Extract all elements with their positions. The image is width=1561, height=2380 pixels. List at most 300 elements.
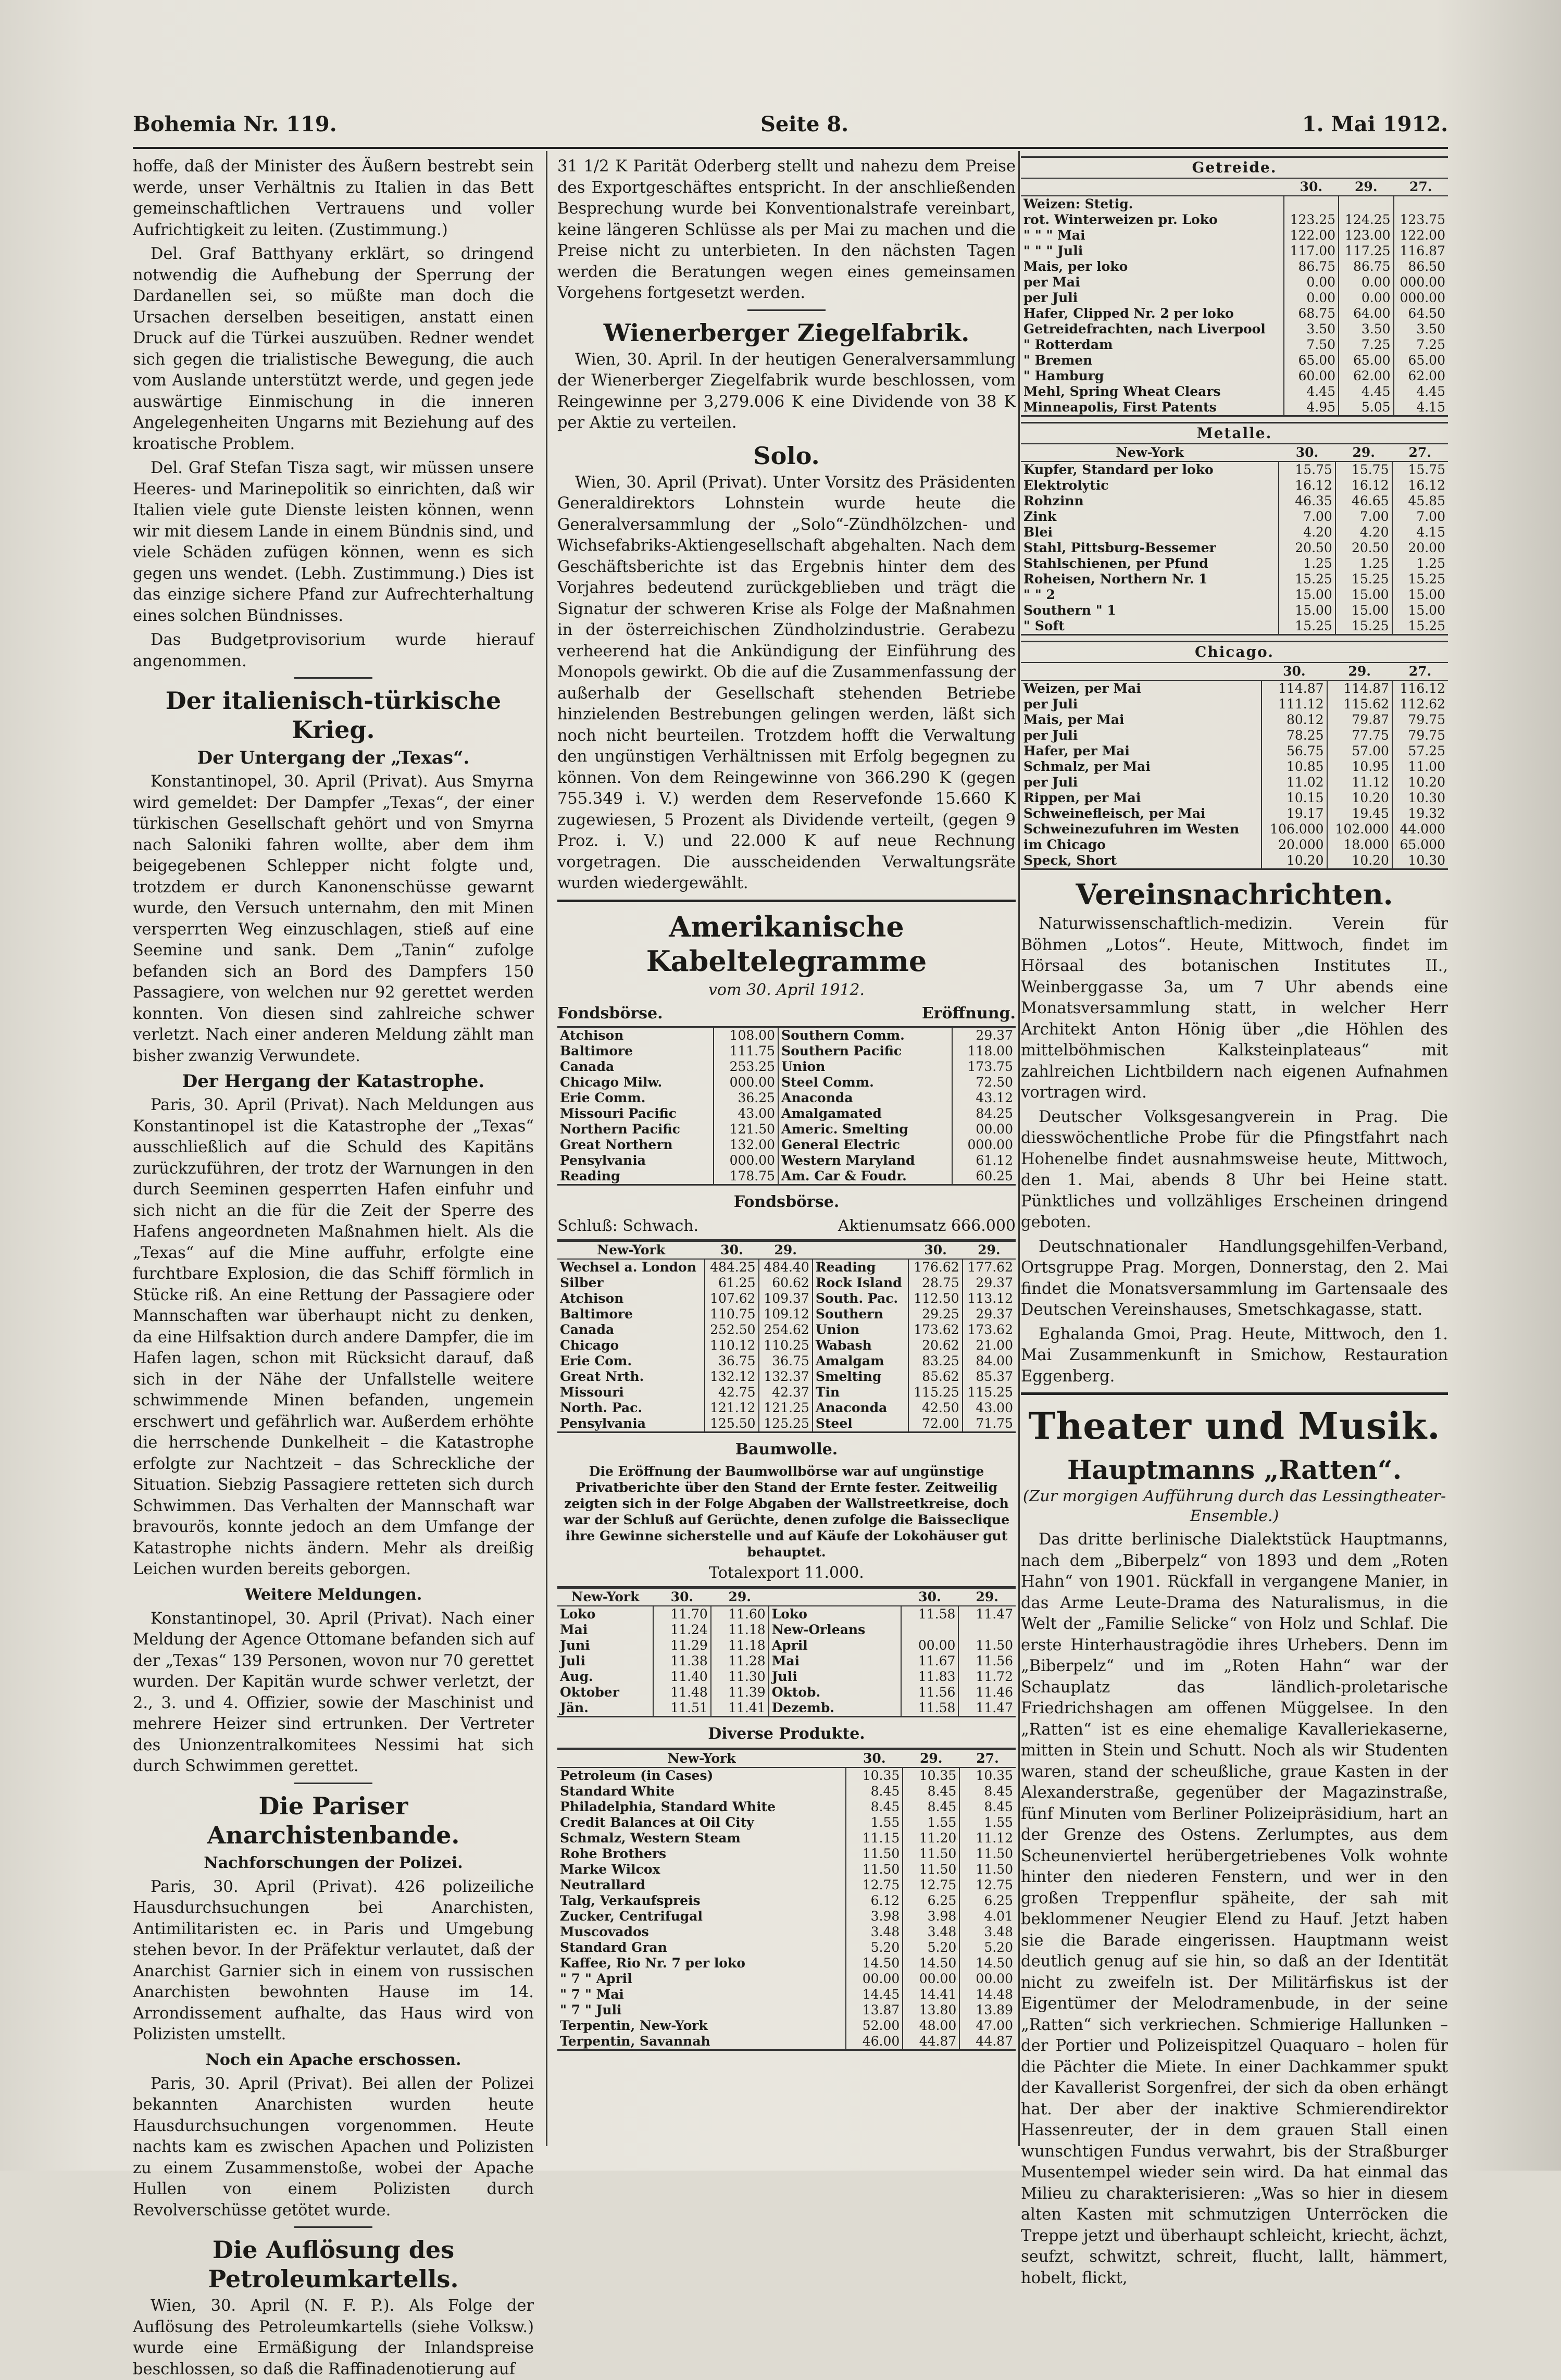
diverse-table	[557, 1749, 1016, 2049]
table-cell: Canada	[560, 1322, 615, 1337]
table-row	[557, 1784, 1016, 1799]
table-cell: Schweinefleisch, per Mai	[1023, 806, 1206, 821]
table-cell: Aug.	[560, 1668, 593, 1684]
table-cell: 15.00	[1392, 603, 1448, 618]
table-header-cell: 29.	[1327, 663, 1392, 680]
table-cell: Tin	[813, 1385, 909, 1400]
table-cell: 64.50	[1394, 306, 1448, 321]
table-cell: 61.25	[705, 1275, 758, 1291]
table-header-cell: 30.	[1279, 444, 1335, 462]
table-cell: Terpentin, Savannah	[560, 2033, 710, 2049]
table-cell: Loko	[769, 1606, 901, 1622]
verein-paragraph: Deutschnationaler Handlungsgehilfen-Verband, Ortsgruppe Prag. Morgen, Donnerstag, den 2. Mai findet die Monatsversammlung im Gartensaale des Deutschen Vereinshauses, Smetschkagasse, statt.	[1021, 1237, 1448, 1319]
table-cell: per Juli	[1023, 728, 1078, 743]
table-cell: 29.37	[963, 1275, 1016, 1291]
getreide-box	[1021, 156, 1448, 417]
table-cell: Silber	[560, 1275, 604, 1290]
table-cell: General Electric	[778, 1137, 952, 1153]
table-row	[1021, 775, 1448, 790]
table-row	[557, 1153, 1016, 1168]
table-cell: Stahl, Pittsburg-Bessemer	[1023, 540, 1216, 555]
headline-ziegel: Wienerberger Ziegelfabrik.	[603, 318, 970, 347]
table-cell: 11.48	[653, 1685, 711, 1700]
table-cell: 80.12	[1262, 712, 1327, 728]
table-cell: 173.75	[952, 1059, 1016, 1075]
table-cell: 177.62	[963, 1259, 1016, 1275]
table-cell: " Rotterdam	[1023, 337, 1113, 352]
table-header-cell: 29.	[963, 1241, 1016, 1259]
table-cell: 84.25	[952, 1106, 1016, 1122]
table-cell: 3.48	[846, 1924, 903, 1940]
table-cell: 00.00	[903, 1971, 959, 1987]
cotton-table-box	[557, 1586, 1016, 1717]
table-cell: Mai	[560, 1622, 588, 1637]
table-cell: Steel	[813, 1416, 909, 1431]
table-cell: 86.75	[1339, 259, 1393, 275]
table-cell: 11.39	[711, 1685, 769, 1700]
table-row	[1021, 853, 1448, 868]
table-cell: 1.25	[1335, 556, 1392, 571]
table-header-row	[557, 1241, 1016, 1259]
getreide-table	[1021, 158, 1448, 415]
table-cell: 4.45	[1284, 384, 1339, 400]
table-cell: 11.50	[959, 1846, 1016, 1862]
table-cell: 111.12	[1262, 696, 1327, 712]
subhead-weitere: Weitere Meldungen.	[244, 1585, 422, 1604]
table-cell: " Soft	[1023, 618, 1065, 633]
table-cell: Juni	[560, 1637, 590, 1653]
table-cell: 19.17	[1262, 806, 1327, 821]
table-row	[1021, 603, 1448, 618]
table-cell: 113.12	[963, 1291, 1016, 1306]
table-cell: 16.12	[1392, 478, 1448, 493]
table-cell: 5.20	[959, 1940, 1016, 1955]
table-header-cell: 29.	[958, 1588, 1016, 1606]
table-cell: Oktob.	[769, 1685, 901, 1700]
table-cell: Mais, per Mai	[1023, 712, 1125, 727]
table-row	[1021, 196, 1448, 212]
table-cell: 14.50	[959, 1955, 1016, 1971]
table-cell: 48.00	[903, 2018, 959, 2034]
table-header-row	[1021, 444, 1448, 462]
table-cell: 00.00	[959, 1971, 1016, 1987]
table-cell: 11.67	[901, 1653, 959, 1669]
page-header	[133, 112, 1448, 143]
table-row	[1021, 478, 1448, 493]
table-cell: 14.41	[903, 1987, 959, 2002]
table-cell: Reading	[813, 1259, 909, 1275]
table-cell: im Chicago	[1023, 837, 1106, 852]
table-cell: Wechsel a. London	[560, 1259, 696, 1275]
table-row	[557, 1043, 1016, 1059]
table-cell: 8.45	[903, 1799, 959, 1815]
table-row	[1021, 571, 1448, 587]
table-cell: " 7 " Juli	[560, 2002, 622, 2017]
table-cell: 106.000	[1262, 821, 1327, 837]
table-row	[1021, 525, 1448, 540]
intro-paragraph: hoffe, daß der Minister des Äußern bestrebt sein werde, unser Verhältnis zu Italien in das Bett gemeinschaftlichen Vertrauens und voller Aufrichtigkeit zu leiten. (Zustimmung.)	[133, 157, 534, 239]
table-header-row	[1021, 663, 1448, 680]
chicago-head: Chicago.	[1195, 643, 1274, 661]
table-row	[557, 1893, 1016, 1909]
table-row	[557, 1275, 1016, 1291]
column-1	[133, 156, 534, 2378]
table-cell: 86.75	[1284, 259, 1339, 275]
table-cell: 78.25	[1262, 728, 1327, 743]
table-cell: " Bremen	[1023, 353, 1093, 368]
table-row	[1021, 493, 1448, 509]
table-header-cell	[813, 1241, 909, 1259]
table-cell: 20.50	[1279, 540, 1335, 556]
table-cell: " Hamburg	[1023, 368, 1104, 383]
table-cell: 8.45	[903, 1784, 959, 1799]
table-cell: 7.00	[1335, 509, 1392, 525]
intro-paragraph: Del. Graf Batthyany erklärt, so dringend notwendig die Aufhebung der Sperrung der Dardanellen sei, so müßte man doch die Ursachen derselben beseitigen, anstatt einen Druck auf die Türkei auszuüben. Redner wendet sich gegen die trialistische Bewegung, die auch vom Auslande unterstützt werde, und gegen jede auswärtige Einmischung in die inneren Angelegenheiten Ungarns mit Beziehung auf des kroatische Problem.	[133, 245, 534, 453]
table-cell: 121.12	[705, 1400, 758, 1416]
table-cell: 10.35	[903, 1767, 959, 1784]
table-header-cell: 27.	[1392, 663, 1448, 680]
table-cell: 11.28	[711, 1653, 769, 1669]
table-cell: 36.75	[759, 1353, 813, 1369]
table-row	[1021, 743, 1448, 759]
baumwolle-text: Die Eröffnung der Baumwollbörse war auf ungünstige Privatberichte über den Stand der Ernte fester. Zeitweilig zeigten sich in der Folge Abgaben der Wallstreetkreise, doch war der Schluß auf Gerüchte, denen zufolge die Baisseclique ihre Gewinne sicherstelle und auf Käufe der Lokohäuser gut behauptet.	[563, 1463, 1010, 1560]
table-cell: 65.00	[1394, 353, 1448, 368]
table-cell: 252.50	[705, 1322, 758, 1338]
table-cell: Credit Balances at Oil City	[560, 1814, 754, 1830]
table-header-cell: 30.	[901, 1588, 959, 1606]
table-cell: Rohzinn	[1023, 493, 1084, 508]
rule	[1021, 1392, 1448, 1395]
table-cell: " 7 " Mai	[560, 1986, 624, 2002]
table-cell: 10.85	[1262, 759, 1327, 775]
table-row	[1021, 228, 1448, 243]
table-cell: 15.25	[1279, 618, 1335, 634]
metalle-table	[1021, 423, 1448, 634]
table-cell: 12.75	[846, 1877, 903, 1893]
table-cell: 15.00	[1335, 603, 1392, 618]
table-row	[557, 1815, 1016, 1830]
table-cell: 000.00	[714, 1075, 778, 1090]
opening-table-box	[557, 1026, 1016, 1186]
table-cell: 11.46	[958, 1685, 1016, 1700]
table-cell: 000.00	[1394, 290, 1448, 306]
table-cell: 117.25	[1339, 243, 1393, 259]
table-cell: 36.25	[714, 1090, 778, 1106]
table-cell: Atchison	[560, 1290, 624, 1306]
intro-paragraph: Das Budgetprovisorium wurde hierauf angenommen.	[133, 631, 534, 670]
table-cell: 11.58	[901, 1700, 959, 1716]
table-cell: 109.12	[759, 1306, 813, 1322]
table-cell: 72.50	[952, 1075, 1016, 1090]
table-cell	[958, 1622, 1016, 1638]
table-cell: 1.55	[846, 1815, 903, 1830]
table-cell: 125.25	[759, 1416, 813, 1431]
separator	[294, 677, 372, 679]
table-cell: Elektrolytic	[1023, 478, 1109, 493]
table-cell: Getreidefrachten, nach Liverpool	[1023, 321, 1266, 337]
table-row	[557, 1924, 1016, 1940]
table-cell: Zucker, Centrifugal	[560, 1908, 703, 1924]
table-cell: 10.20	[1327, 790, 1392, 806]
table-row	[557, 1971, 1016, 1987]
headline-verein: Vereinsnachrichten.	[1076, 878, 1393, 911]
table-cell: 5.05	[1339, 400, 1393, 415]
table-cell: 57.00	[1327, 743, 1392, 759]
headline-petroleum: Die Auflösung des Petroleumkartells.	[208, 2236, 459, 2293]
table-row	[1021, 243, 1448, 259]
table-cell: Roheisen, Northern Nr. 1	[1023, 571, 1208, 587]
table-row	[557, 1685, 1016, 1700]
table-cell: Union	[778, 1059, 952, 1075]
table-cell: 123.75	[1394, 212, 1448, 228]
schluss-text: Schluß: Schwach.	[557, 1217, 699, 1235]
table-row	[557, 1653, 1016, 1669]
table-cell: 1.55	[959, 1815, 1016, 1830]
table-cell: Pensylvania	[560, 1415, 646, 1431]
table-cell: 11.29	[653, 1638, 711, 1653]
table-cell: New-Orleans	[769, 1622, 901, 1638]
table-cell: 4.15	[1394, 400, 1448, 415]
table-row	[1021, 680, 1448, 696]
table-header-cell: New-York	[557, 1241, 705, 1259]
table-cell: Missouri	[560, 1384, 624, 1400]
table-cell: 13.80	[903, 2002, 959, 2018]
table-cell: 20.50	[1335, 540, 1392, 556]
table-cell: 83.25	[908, 1353, 962, 1369]
table-cell: 10.20	[1327, 853, 1392, 868]
table-header-cell: 30.	[653, 1588, 711, 1606]
table-row	[557, 1059, 1016, 1075]
table-row	[557, 1767, 1016, 1784]
table-row	[1021, 712, 1448, 728]
table-cell: Schmalz, Western Steam	[560, 1830, 741, 1846]
table-cell: Western Maryland	[778, 1153, 952, 1168]
table-cell: 122.00	[1394, 228, 1448, 243]
table-cell: 107.62	[705, 1291, 758, 1306]
table-row	[557, 1700, 1016, 1716]
table-header-cell: 30.	[705, 1241, 758, 1259]
table-row	[557, 1622, 1016, 1638]
table-cell: 8.45	[959, 1784, 1016, 1799]
table-cell: 3.98	[846, 1909, 903, 1924]
table-row	[1021, 696, 1448, 712]
fonds-label: Fondsbörse.	[557, 1004, 663, 1023]
table-cell: 000.00	[714, 1153, 778, 1168]
table-cell: 29.37	[963, 1306, 1016, 1322]
table-header-cell	[1021, 663, 1262, 680]
table-cell: 114.87	[1327, 680, 1392, 696]
table-cell: 43.00	[963, 1400, 1016, 1416]
table-cell: Smelting	[813, 1369, 909, 1385]
table-cell: 3.50	[1284, 321, 1339, 337]
table-row	[1021, 821, 1448, 837]
table-cell: 15.25	[1392, 571, 1448, 587]
metalle-box	[1021, 422, 1448, 636]
table-header-cell: 30.	[1262, 663, 1327, 680]
table-cell: Southern Pacific	[778, 1043, 952, 1059]
diverse-table-box	[557, 1748, 1016, 2051]
table-cell: Speck, Short	[1023, 853, 1117, 868]
table-header-cell: 29.	[711, 1588, 769, 1606]
verein-paragraph: Naturwissenschaftlich-medizin. Verein für Böhmen „Lotos“. Heute, Mittwoch, findet im Hörsaal des botanischen Institutes II., Weinberggasse 3a, um 7 Uhr abends eine Monatsversammlung statt, in welcher Herr Architekt Anton Hönig über „die Höhlen des mittelböhmischen Kalksteinplateaus“ mit zahlreichen Lichtbildern nach eigenen Aufnahmen vortragen wird.	[1021, 915, 1448, 1102]
table-cell: 16.12	[1279, 478, 1335, 493]
table-cell: April	[769, 1638, 901, 1653]
table-cell: Baltimore	[560, 1043, 633, 1058]
table-cell: 110.75	[705, 1306, 758, 1322]
table-cell: Weizen: Stetig.	[1023, 196, 1133, 211]
table-cell: 46.65	[1335, 493, 1392, 509]
table-cell: 12.75	[903, 1877, 959, 1893]
table-header-cell: New-York	[557, 1588, 653, 1606]
table-cell: 4.95	[1284, 400, 1339, 415]
table-cell: 15.00	[1335, 587, 1392, 603]
table-row	[557, 2002, 1016, 2018]
table-cell: 111.75	[714, 1043, 778, 1059]
ratten-caption: (Zur morgigen Aufführung durch das Lessingtheater-Ensemble.)	[1022, 1487, 1446, 1525]
table-header-cell: 30.	[908, 1241, 962, 1259]
table-cell: 10.30	[1392, 853, 1448, 868]
table-row	[557, 1862, 1016, 1877]
table-cell: Schmalz, per Mai	[1023, 759, 1151, 774]
table-cell: 484.25	[705, 1259, 758, 1275]
table-cell: 00.00	[846, 1971, 903, 1987]
table-cell: Chicago Milw.	[560, 1075, 663, 1090]
table-row	[1021, 290, 1448, 306]
table-cell: 56.75	[1262, 743, 1327, 759]
table-cell: per Juli	[1023, 775, 1078, 790]
table-cell: Erie Com.	[560, 1353, 632, 1368]
table-cell: 11.47	[958, 1700, 1016, 1716]
table-cell: 173.62	[908, 1322, 962, 1338]
table-cell: 44.000	[1392, 821, 1448, 837]
table-cell: Wabash	[813, 1338, 909, 1353]
table-cell: 4.20	[1335, 525, 1392, 540]
table-cell: 14.50	[903, 1955, 959, 1971]
table-cell: 11.50	[903, 1846, 959, 1862]
table-cell: 114.87	[1262, 680, 1327, 696]
table-cell: 110.25	[759, 1338, 813, 1353]
table-row	[557, 1606, 1016, 1622]
article-paragraph: Konstantinopel, 30. April (Privat). Aus Smyrna wird gemeldet: Der Dampfer „Texas“, der einer türkischen Gesellschaft gehört und von Smyrna nach Saloniki fahren wollte, aber dem ihm beigegebenen Schlepper nicht folgte und, trotzdem er durch Kanonenschüsse gewarnt wurde, den Versuch unternahm, den mit Minen versperrten Weg einzuschlagen, stieß auf eine Seemine und sank. Dem „Tanin“ zufolge befanden sich an Bord des Dampfers 150 Passagiere, von welchen nur 92 gerettet werden konnten. Von diesen sind zahlreiche schwer verletzt. Nach einer anderen Meldung zählt man bisher zwanzig Verwundete.	[133, 772, 534, 1065]
table-cell: Philadelphia, Standard White	[560, 1799, 776, 1814]
table-cell: Terpentin, New-York	[560, 2017, 708, 2033]
table-cell: 11.60	[711, 1606, 769, 1622]
table-row	[557, 1955, 1016, 1971]
table-cell: Neutrallard	[560, 1877, 645, 1892]
table-header-cell: 29.	[1335, 444, 1392, 462]
table-cell: 254.62	[759, 1322, 813, 1338]
table-row	[1021, 259, 1448, 275]
table-row	[1021, 837, 1448, 853]
table-cell: 44.87	[903, 2034, 959, 2049]
table-cell: Southern Comm.	[778, 1028, 952, 1043]
table-header-cell: 29.	[903, 1750, 959, 1767]
table-cell: 3.50	[1394, 321, 1448, 337]
closing-table-box	[557, 1239, 1016, 1433]
baumwolle-head: Baumwolle.	[735, 1440, 838, 1459]
kabel-date: vom 30. April 1912.	[708, 980, 865, 999]
table-cell: Amalgamated	[778, 1106, 952, 1122]
table-row	[1021, 212, 1448, 228]
table-row	[1021, 587, 1448, 603]
table-cell: Jän.	[560, 1700, 589, 1715]
table-cell: 7.00	[1392, 509, 1448, 525]
table-cell: 5.20	[846, 1940, 903, 1955]
table-row	[1021, 321, 1448, 337]
table-header-cell	[769, 1588, 901, 1606]
cotton-table	[557, 1588, 1016, 1716]
table-cell: 7.50	[1284, 337, 1339, 353]
table-cell: 4.15	[1392, 525, 1448, 540]
table-cell: Minneapolis, First Patents	[1023, 400, 1217, 415]
table-cell: 6.25	[959, 1893, 1016, 1909]
table-cell: Southern	[813, 1306, 909, 1322]
table-cell	[901, 1622, 959, 1638]
table-cell: 4.45	[1339, 384, 1393, 400]
table-cell: 116.87	[1394, 243, 1448, 259]
table-cell: 6.25	[903, 1893, 959, 1909]
table-cell: 10.30	[1392, 790, 1448, 806]
table-cell: 11.18	[711, 1638, 769, 1653]
table-cell: 116.12	[1392, 680, 1448, 696]
table-cell	[1284, 196, 1339, 212]
table-row	[1021, 384, 1448, 400]
table-cell: 10.15	[1262, 790, 1327, 806]
table-cell: Marke Wilcox	[560, 1861, 660, 1877]
table-row	[557, 1638, 1016, 1653]
table-cell: 7.25	[1339, 337, 1393, 353]
table-header-cell: New-York	[557, 1750, 846, 1767]
column-3	[1021, 156, 1448, 2287]
table-header-cell: New-York	[1021, 444, 1279, 462]
intro-paragraph: Del. Graf Stefan Tisza sagt, wir müssen unsere Heeres- und Marinepolitik so einrichten, daß wir Italien viele gute Dienste leisten können, wenn wir mit diesem Lande in einem Bündnis sind, und viele Schäden zufügen können, wenn es sich gegen uns wendet. (Lebh. Zustimmung.) Dies ist das einzige sichere Pfand zur Aufrechterhaltung eines solchen Bündnisses.	[133, 459, 534, 625]
table-row	[557, 1799, 1016, 1815]
table-cell: Blei	[1023, 525, 1053, 540]
table-row	[557, 1137, 1016, 1153]
table-cell: 00.00	[901, 1638, 959, 1653]
article-paragraph: Paris, 30. April (Privat). Nach Meldungen aus Konstantinopel ist die Katastrophe der „Texas“ ausschließlich auf die Schuld des Kapitäns zurückzuführen, der trotz der Warnungen in den durch Seeminen gesperrten Hafen einfuhr und sich nicht an die für die Zeit der Sperre des Hafens angeordneten Maßnahmen hielt. Als die „Texas“ auf die Mine auffuhr, erfolgte eine furchtbare Explosion, die das Schiff förmlich in Stücke riß. An eine Rettung der Passagiere oder Mannschaften war überhaupt nicht zu denken, da eine Hilfsaktion durch andere Dampfer, die im Hafen lagen, schon mit Rücksicht darauf, daß sich in der Nähe der Unfallstelle weitere schwimmende Minen befanden, ungemein erschwert und gefährlich war. Außerdem erhöhte die herrschende Dunkelheit – die Katastrophe erfolgte zur Nachtzeit – das Schreckliche der Situation. Siebzig Passagiere retteten sich durch Schwimmen. Das Verhalten der Mannschaft war bravourös, konnte jedoch an dem Umfange der Katastrophe nichts ändern. Mehr als dreißig Leichen wurden bereits geborgen.	[133, 1096, 534, 1578]
table-cell: 11.50	[846, 1862, 903, 1877]
table-cell: 10.20	[1392, 775, 1448, 790]
table-cell: 123.25	[1284, 212, 1339, 228]
table-row	[557, 1940, 1016, 1955]
table-cell: Weizen, per Mai	[1023, 681, 1141, 696]
table-row	[557, 1259, 1016, 1275]
table-cell: Stahlschienen, per Pfund	[1023, 556, 1208, 571]
table-cell: Rohe Brothers	[560, 1846, 667, 1861]
table-cell: Union	[813, 1322, 909, 1338]
table-cell: 132.37	[759, 1369, 813, 1385]
article-paragraph: Konstantinopel, 30. April (Privat). Nach einer Meldung der Agence Ottomane befanden sich auf der „Texas“ 139 Personen, wovon nur 70 gerettet wurden. Der Kapitän wurde schwer verletzt, der 2., 3. und 4. Offizier, sowie der Maschinist und mehrere Heizer sind ertrunken. Der Vertreter des Unionzentralkomitees Nessimi hat sich durch Schwimmen gerettet.	[133, 1609, 534, 1775]
article-paragraph: Wien, 30. April (Privat). Unter Vorsitz des Präsidenten Generaldirektors Lohnstein wurde heute die Generalversammlung der „Solo“-Zündhölzchen- und Wichsefabriks-Aktiengesellschaft abgehalten. Nach dem Geschäftsberichte ist das Ergebnis hinter dem des Vorjahres bedeutend zurückgeblieben und trägt die Signatur der schweren Krise als Folge der Maßnahmen in der österreichischen Zündholzindustrie. Gerabezu verheerend hat die Ankündigung der Einführung des Monopols gewirkt. Ob die auf die Zusammenfassung der außerhalb der Gesellschaft stehenden Betriebe hinzielenden Bestrebungen gelingen werden, läßt sich noch nicht beurteilen. Trotzdem hofft die Verwaltung den ungünstigen Verhältnissen mit Erfolg begegnen zu können. Von dem Reingewinne von 366.290 K (gegen 755.349 i. V.) werden dem Reservefonde 15.660 K zugewiesen, 5 Prozent als Dividende verteilt, (gegen 9 Proz. i. V.) und 22.000 K auf neue Rechnung vorgetragen. Die ausscheidenden Verwaltungsräte wurden wiedergewählt.	[557, 473, 1016, 892]
table-cell: 28.75	[908, 1275, 962, 1291]
table-cell: 60.00	[1284, 368, 1339, 384]
table-cell: 29.25	[908, 1306, 962, 1322]
table-cell: 11.58	[901, 1606, 959, 1622]
table-cell: 15.75	[1392, 462, 1448, 478]
headline-solo: Solo.	[753, 441, 820, 470]
table-header-cell: 30.	[1284, 178, 1339, 196]
table-cell: 4.01	[959, 1909, 1016, 1924]
verein-paragraph: Deutscher Volksgesangverein in Prag. Die diesswöchentliche Probe für die Pfingstfahrt nach Hohenelbe findet ausnahmsweise heute, Mittwoch, den 1. Mai, abends 8 Uhr bei Heine statt. Pünktliches und vollzähliges Erscheinen dringend geboten.	[1021, 1107, 1448, 1231]
table-cell: Hafer, per Mai	[1023, 743, 1130, 758]
table-cell: 15.00	[1392, 587, 1448, 603]
table-cell: 57.25	[1392, 743, 1448, 759]
table-row	[1021, 275, 1448, 290]
table-header-cell	[1021, 178, 1284, 196]
table-cell: Kaffee, Rio Nr. 7 per loko	[560, 1955, 745, 1971]
table-cell: Mai	[769, 1653, 901, 1669]
